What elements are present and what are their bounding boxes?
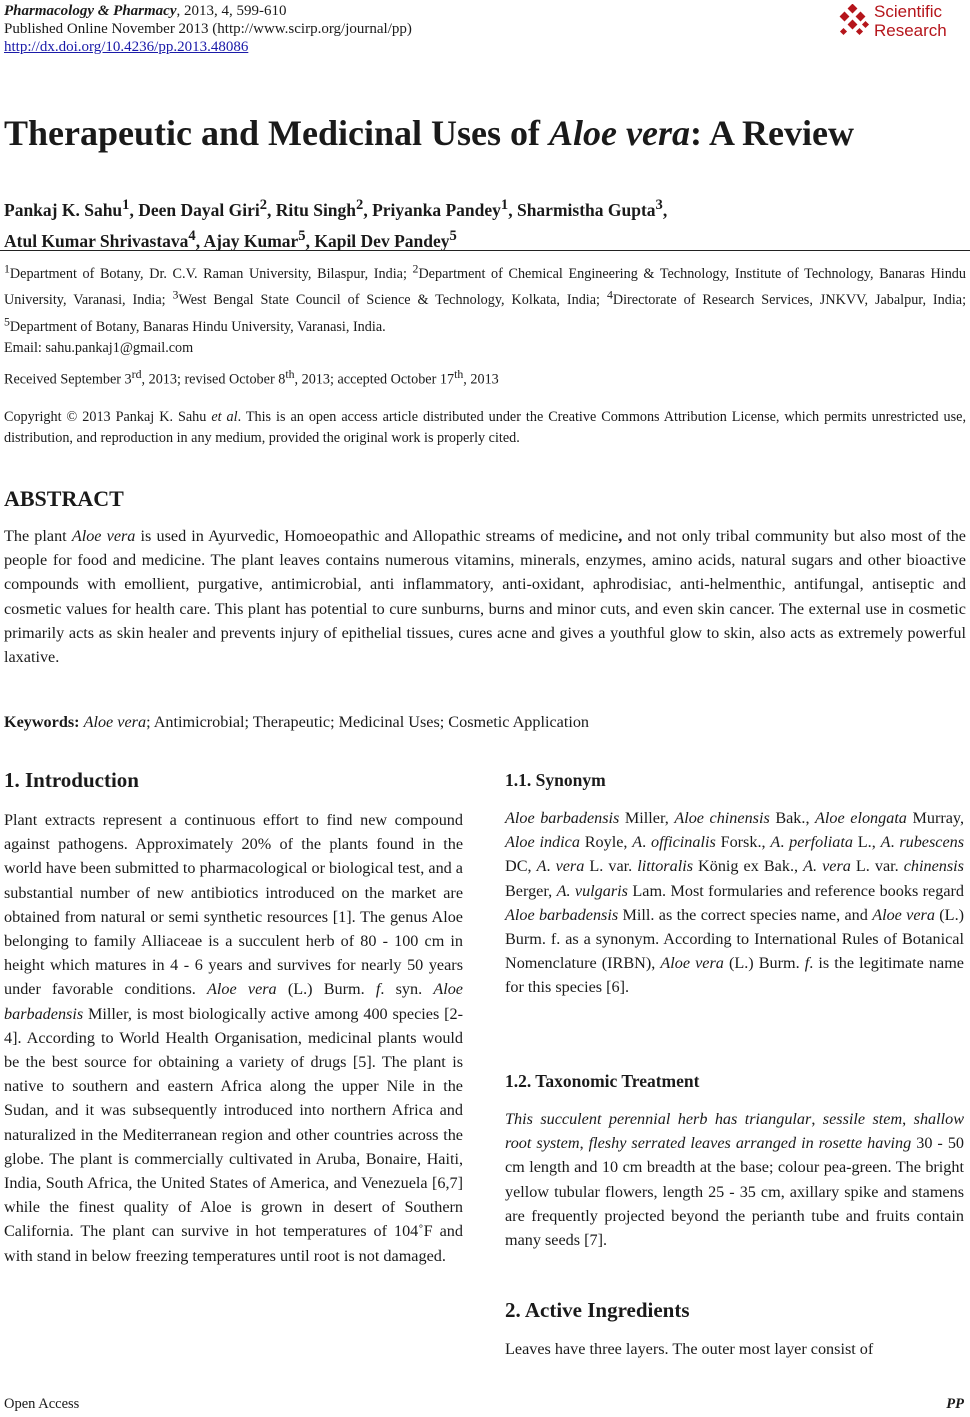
abstract-b: is used in Ayurvedic, Homoeopathic and Allopathic streams of medicine [135,527,619,545]
keyword-italic: Aloe vera [83,713,147,731]
italic-run: Aloe chinensis [674,809,770,827]
italic-run: A [536,857,547,876]
author-affiliation-sup: 2 [259,197,268,213]
logo-line-1: Scientific [874,2,943,21]
author-separator: , [129,199,139,220]
affiliation-sup: 4 [606,287,613,302]
italic-run: Aloe barbadensis [505,809,620,827]
text-run: . [546,857,556,876]
affiliation-text: Department of Botany, Banaras Hindu University, Varanasi, India. [9,319,386,336]
taxonomic-body [505,1107,964,1252]
author-affiliation-sup: 4 [188,227,196,244]
text-run: . is the legitimate name for this species [6]. [505,954,964,997]
header-divider [0,250,970,251]
synonym-body [505,806,964,1000]
abstract-body [4,524,966,669]
intro-c: . syn. [380,980,434,999]
text-run: , [579,1134,589,1153]
intro-a: Plant extracts represent a continuous effort to find new compound against pathogens. Approximately 20% of the plants found in the world have been submitted to pharmacological or biological test, and a substantial number of new antibiotics introduced on the market are obtained from natural or semi synthetic resources [1]. The genus Aloe belonging to family Alliaceae is a succulent herb of 80 - 100 cm in height which matures in 4 - 6 years and survives for nearly 50 years under favorable conditions. [4,811,463,999]
text-run: L., [852,833,881,852]
revised-text: , 2013; revised October 8 [141,371,286,388]
journal-name: Pharmacology & Pharmacy [4,3,177,19]
intro-b: (L.) Burm. [276,980,376,999]
author-name: Priyanka Pandey [372,199,501,220]
intro-i3: Aloe barbadensis [4,980,463,1023]
copyright-etal: et al [211,409,238,425]
subsection-heading-synonym: 1.1. Synonym [505,770,606,790]
text-run: Royle, [579,833,633,852]
italic-run: Aloe vera [660,954,724,973]
author-affiliation-sup: 5 [449,227,457,244]
text-run: 30 - 50 cm length and 10 cm breadth at the base; colour pea-green. The bright yellow tubular flowers, length 25 - 35 cm, axillary spike and stamens are frequently projected beyond the perianth tube and fruits contain many seeds [7]. [505,1134,965,1250]
italic-run: f [804,954,810,973]
journal-citation [4,2,412,20]
abstract-bold-comma: , [618,527,623,545]
text-run: , [811,1110,823,1128]
title-post: : A Review [689,113,854,153]
footer-open-access: Open Access [4,1396,80,1412]
accepted-year: , 2013 [463,371,499,388]
italic-run: A [770,833,781,852]
author-name: Atul Kumar Shrivastava [4,230,189,251]
title-pre: Therapeutic and Medicinal Uses of [4,113,549,153]
corresponding-email: Email: sahu.pankaj1@gmail.com [4,340,194,357]
intro-i2: f [375,980,381,999]
affiliation-sup: 1 [4,261,10,275]
revised-sup: th [285,367,295,381]
abstract-a: The plant [4,527,72,545]
logo-line-2: Research [874,21,947,40]
text-run: Lam. Most formularies and reference books regard [627,881,964,900]
text-run: . [642,833,652,852]
copyright-text-b: . This is an open access article distributed under the Creative Commons Attribution License, which permits unrestricted use, distribution, and reproduction in any medium, provided the original work is properly cited. [4,409,966,446]
italic-run: Aloe elongata [815,809,907,827]
received-text: Received September 3 [4,371,132,388]
text-run: König ex Bak., [693,857,804,876]
text-run: Murray, [906,809,964,827]
italic-run: Aloe vera [872,905,935,924]
intro-i1: Aloe vera [207,980,277,999]
author-affiliation-sup: 5 [298,227,306,244]
italic-run: sessile stem [822,1110,903,1128]
text-run: Miller, [619,809,675,827]
author-name: Ajay Kumar [203,230,299,251]
keywords-label: Keywords: [4,713,80,731]
author-separator: , [267,199,276,220]
affiliation-text: Department of Botany, Dr. C.V. Raman University, Bilaspur, India; [9,265,413,282]
received-sup: rd [131,367,142,381]
affiliation-sup: 2 [412,261,419,275]
intro-d: Miller, is most biologically active among 400 species [2-4]. According to World Health Organisation, medicinal plants would be the best source for obtaining a variety of drugs [5]. The plant is native to southern and eastern Africa along the upper Nile in the Sudan, and it was subsequently introduced into northern Africa and naturalized in the Mediterranean region and other countries across the globe. The plant is commercially cultivated in Aruba, Bonaire, Haiti, India, South Africa, the United States of America, and Venezuela [6,7] while the finest quality of Aloe is grown in desert of Southern California. The plant can survive in hot temperatures of 104˚F and with stand in below freezing temperatures until root is not damaged. [4,1004,463,1265]
italic-run: vera [555,857,585,876]
author-affiliation-sup: 2 [356,197,364,213]
received-dates [4,364,499,391]
affiliations [4,258,966,359]
abstract-italic: Aloe vera [71,527,136,545]
author-name: Ritu Singh [275,199,357,220]
affiliation-list [4,261,967,336]
text-run: L. var. [850,857,904,876]
copyright-notice [4,407,966,449]
author-affiliation-sup: 1 [500,197,509,213]
text-run: Mill. as the correct species name, and [618,905,873,924]
introduction-body [4,808,463,1268]
keywords-line [4,710,589,734]
author-affiliation-sup: 3 [655,197,663,213]
italic-run: Aloe indica [505,833,580,852]
title-italic: Aloe vera [549,113,690,153]
italic-run: Aloe barbadensis [505,905,619,924]
accepted-text: , 2013; accepted October 17 [294,371,455,388]
text-run: L. var. [584,857,638,876]
affiliation-text: Department of Chemical Engineering & Technology, Institute of Technology, Banaras Hindu University, Varanasi, India; [4,265,966,309]
abstract-heading: ABSTRACT [4,486,124,511]
text-run: . [780,833,790,852]
text-run: Bak., [769,809,816,827]
text-run: DC, [505,857,537,876]
subsection-heading-taxonomic: 1.2. Taxonomic Treatment [505,1071,700,1091]
italic-run: littoralis [637,857,693,876]
abstract-c: and not only tribal community but also most of the people for food and medicine. The plant leaves contains numerous vitamins, minerals, enzymes, amino acids, natural sugars and other bioactive compounds with emollient, purgative, antimicrobial, anti inflammatory, anti-oxidant, aphrodisiac, anti-helmenthic, antifungal, antiseptic and cosmetic values for health care. This plant has potential to cure sunburns, burns and minor cuts, and even skin cancer. The external use in cosmetic primarily acts as skin healer and prevents injury of epithelial tissues, cures acne and gives a youthful glow to skin, also acts as extremely powerful laxative. [4,527,966,667]
italic-run: A. vulgaris [556,881,628,900]
affiliation-text: West Bengal State Council of Science & Technology, Kolkata, India; [178,292,607,309]
italic-run: perfoliata [789,833,853,852]
italic-run: A. vera [803,857,851,876]
published-line: Published Online November 2013 (http://www.scirp.org/journal/pp) [4,21,412,37]
footer-journal-abbrev: PP [946,1396,964,1412]
italic-run: officinalis [651,833,716,852]
affiliation-sup: 5 [4,314,10,329]
author-separator: , [195,230,204,251]
author-separator: , [363,199,373,220]
text-run: , [902,1110,914,1128]
text-run: (L.) Burm. f. as a synonym. According to International Rules of Botanical Nomenclature (IRBN), [505,905,965,973]
italic-run: This succulent perennial herb has triangular [505,1110,812,1128]
author-name: Deen Dayal Giri [138,199,260,220]
doi-link[interactable]: http://dx.doi.org/10.4236/pp.2013.48086 [4,39,249,55]
affiliation-sup: 3 [172,287,179,302]
section-heading-introduction: 1. Introduction [4,768,139,792]
copyright-text-a: Copyright © 2013 Pankaj K. Sahu [4,409,212,425]
author-separator: , [305,230,315,251]
publisher-logo [836,2,964,44]
author-name: Pankaj K. Sahu [4,199,123,220]
accepted-sup: th [454,367,464,381]
author-list [4,192,964,254]
italic-run: rubescens [899,833,965,852]
keywords-rest: ; Antimicrobial; Therapeutic; Medicinal Uses; Cosmetic Application [146,713,590,731]
italic-run: A [880,833,891,852]
author-separator: , [508,199,517,220]
scientific-research-logo-icon [836,4,870,38]
journal-header [4,2,412,56]
author-line-1 [4,192,964,223]
author-name: Kapil Dev Pandey [314,230,450,251]
author-name: Sharmistha Gupta [516,199,656,220]
italic-run: chinensis [903,857,964,876]
logo-text [874,2,947,40]
text-run: Forsk., [715,833,771,852]
section-heading-active-ingredients: 2. Active Ingredients [505,1298,690,1322]
italic-run: fleshy serrated leaves arranged in rosette having [588,1134,912,1153]
paper-title [4,112,854,154]
author-separator: , [662,199,668,220]
italic-run: A [632,833,643,852]
text-run: . [890,833,900,852]
text-run: Berger, [505,881,557,900]
active-ingredients-body: Leaves have three layers. The outer most layer consist of [505,1340,874,1358]
author-affiliation-sup: 1 [122,197,130,213]
italic-run: shallow root system [505,1110,965,1153]
citation-text: , 2013, 4, 599-610 [176,3,287,19]
affiliation-text: Directorate of Research Services, JNKVV, Jabalpur, India; [612,292,967,309]
text-run: (L.) Burm. [723,954,805,973]
